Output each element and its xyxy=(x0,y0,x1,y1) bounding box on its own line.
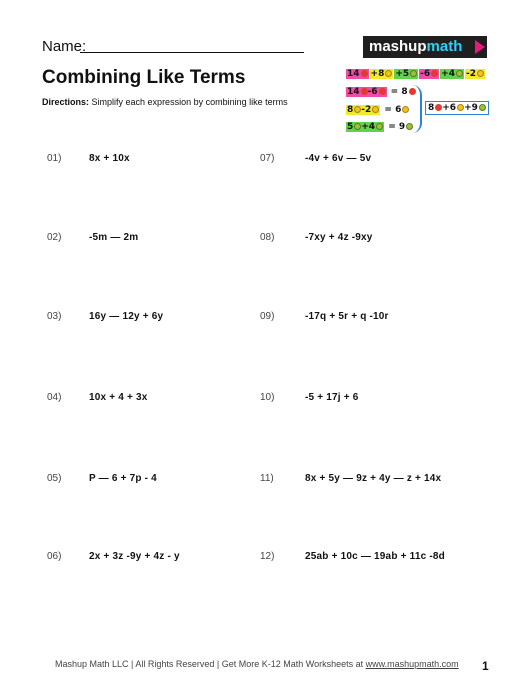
right-brace-icon xyxy=(410,85,422,133)
problem-number: 12) xyxy=(260,551,275,562)
example-pear-row: 5 +4 = 9 xyxy=(346,122,413,132)
problem-expression: 25ab + 10c — 19ab + 11c -8d xyxy=(305,551,445,562)
problem-expression: -17q + 5r + q -10r xyxy=(305,311,389,322)
footer xyxy=(55,659,459,669)
problem-expression: 8x + 10x xyxy=(89,153,130,164)
tomato-icon xyxy=(361,70,368,77)
directions xyxy=(42,97,288,107)
problem-expression: -7xy + 4z -9xy xyxy=(305,232,373,243)
lemon-icon xyxy=(372,106,379,113)
problem-number: 03) xyxy=(47,311,62,322)
problem-number: 02) xyxy=(47,232,62,243)
term-chip: +5 xyxy=(394,69,418,79)
problem-expression: P — 6 + 7p - 4 xyxy=(89,473,157,484)
footer-text: Mashup Math LLC | All Rights Reserved | Get More K-12 Math Worksheets at xyxy=(55,659,366,669)
name-blank-line[interactable] xyxy=(80,52,304,53)
logo-play-arrow-icon xyxy=(475,40,485,54)
page-title: Combining Like Terms xyxy=(42,67,246,88)
example-result-box: 8 +6 +9 xyxy=(425,101,489,115)
mashup-math-logo xyxy=(363,36,487,58)
problem-number: 07) xyxy=(260,153,275,164)
pear-icon xyxy=(410,70,417,77)
term-chip: +8 xyxy=(370,69,394,79)
directions-label: Directions: xyxy=(42,97,90,107)
problem-number: 05) xyxy=(47,473,62,484)
problem-number: 11) xyxy=(260,473,274,484)
example-expression-row xyxy=(346,69,486,79)
example-tomato-row: 14 -6 = 8 xyxy=(346,87,416,97)
page-number: 1 xyxy=(482,659,489,673)
problem-expression: -4v + 6v — 5v xyxy=(305,153,372,164)
problem-expression: 16y — 12y + 6y xyxy=(89,311,164,322)
problem-expression: -5m — 2m xyxy=(89,232,139,243)
tomato-icon xyxy=(431,70,438,77)
tomato-icon xyxy=(361,88,368,95)
problem-number: 09) xyxy=(260,311,275,322)
name-label: Name: xyxy=(42,38,87,55)
problem-expression: 2x + 3z -9y + 4z - y xyxy=(89,551,180,562)
lemon-icon xyxy=(402,106,409,113)
problem-number: 10) xyxy=(260,392,275,403)
lemon-icon xyxy=(477,70,484,77)
problem-number: 04) xyxy=(47,392,62,403)
term-chip: -2 xyxy=(465,69,485,79)
problem-number: 08) xyxy=(260,232,275,243)
problem-number: 06) xyxy=(47,551,62,562)
problem-expression: -5 + 17j + 6 xyxy=(305,392,359,403)
term-chip: -6 xyxy=(419,69,439,79)
problem-expression: 8x + 5y — 9z + 4y — z + 14x xyxy=(305,473,442,484)
logo-math-text: math xyxy=(426,38,463,55)
pear-icon xyxy=(376,123,383,130)
term-chip: +4 xyxy=(440,69,464,79)
problem-expression: 10x + 4 + 3x xyxy=(89,392,148,403)
directions-text: Simplify each expression by combining like terms xyxy=(91,97,288,107)
term-chip: 14 xyxy=(346,69,369,79)
example-lemon-row: 8 -2 = 6 xyxy=(346,105,409,115)
footer-website-link[interactable]: www.mashupmath.com xyxy=(365,659,459,669)
logo-mashup-text: mashup xyxy=(369,38,427,55)
lemon-icon xyxy=(385,70,392,77)
problem-number: 01) xyxy=(47,153,62,164)
pear-icon xyxy=(479,104,486,111)
tomato-icon xyxy=(379,88,386,95)
pear-icon xyxy=(456,70,463,77)
